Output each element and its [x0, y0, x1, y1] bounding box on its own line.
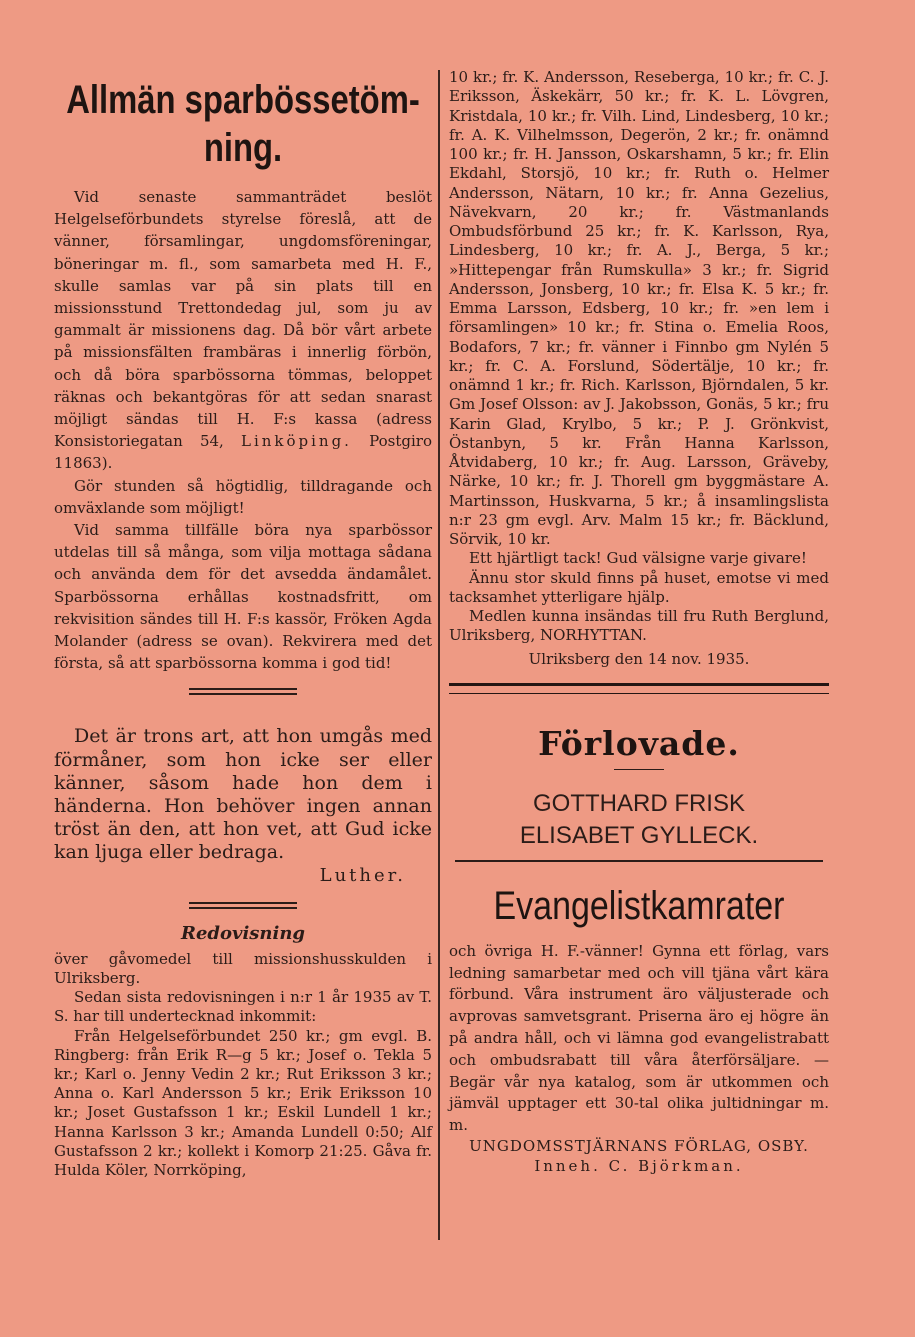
double-rule-divider [189, 902, 297, 909]
advertisement-text: och övriga H. F.-vänner! Gynna ett förlag, vars ledning samarbetar med och vill tjäna vårt kära förbund. Våra instrument äro väljusterade och avprovas samvetsgrant. Priserna äro ej högre än på andra håll, och vi lämna god evangelistrabatt och ombudsrabatt till våra återförsäljare. — Begär vår nya katalog, som är utkommen och jämväl upptager ett 30-tal olika jultidningar m. m. [449, 941, 829, 1135]
left-column [54, 70, 432, 1180]
column-divider [438, 70, 440, 1240]
luther-quote: Det är trons art, att hon umgås med förmåner, som hon icke ser eller känner, såsom hade hon dem i händerna. Hon behöver ingen annan tröst än den, att hon vet, att Gud icke kan ljuga eller bedraga. [54, 725, 432, 864]
dateline: Ulriksberg den 14 nov. 1935. [528, 649, 750, 668]
section-bar [449, 683, 829, 694]
paragraph-1-text: Vid senaste sammanträdet beslöt Helgelseförbundets styrelse föreslå, att de vänner, församlingar, ungdomsföreningar, böneringar m. fl., som samarbeta med H. F., skulle samlas var på sin plats till en missionsstund Trettondedag jul, som ju av gammalt är missionens dag. Då bör vårt arbete på missionsfälten frambäras i innerlig förbön, och då böra sparbössorna tömmas, beloppet räknas och bekantgöras för att sedan snarast möjligt sändas till H. F:s kassa (adress Konsistoriegatan 54, [54, 188, 432, 451]
redovisning-intro: Sedan sista redovisningen i n:r 1 år 1935 av T. S. har till undertecknad inkommit: [54, 988, 432, 1026]
city-linkoping: Linköping. [240, 432, 352, 451]
engagement-heading: Förlovade. [538, 723, 740, 763]
article-paragraph-1 [54, 186, 432, 475]
debt-text: Ännu stor skuld finns på huset, emotse vi med tacksamhet ytterligare hjälp. [449, 568, 829, 606]
publisher-owner: Inneh. C. Björkman. [534, 1156, 744, 1175]
thanks-text: Ett hjärtligt tack! Gud välsigne varje givare! [469, 549, 807, 568]
donation-list-continued: 10 kr.; fr. K. Andersson, Reseberga, 10 kr.; fr. C. J. Eriksson, Äskekärr, 50 kr.; fr. K. L. Lövgren, Kristdala, 10 kr.; fr. Vilh. Lind, Lindesberg, 10 kr.; fr. A. K. Vilhelmsson, Degerön, 2 kr.; fr. onämnd 100 kr.; fr. H. Jansson, Oskarshamn, 5 kr.; fr. Elin Ekdahl, Storsjö, 10 kr.; fr. Ruth o. Helmer Andersson, Nätarn, 10 kr.; fr. Anna Gezelius, Nävekvarn, 20 kr.; fr. Västmanlands Ombudsförbund 25 kr.; fr. K. Karlsson, Rya, Lindesberg, 10 kr.; fr. A. J., Berga, 5 kr.; »Hittepengar från Rumskulla» 3 kr.; fr. Sigrid Andersson, Jonsberg, 10 kr.; fr. Elsa K. 5 kr.; fr. Emma Larsson, Edsberg, 10 kr.; fr. »en lem i församlingen» 10 kr.; fr. Stina o. Emelia Roos, Bodafors, 7 kr.; fr. vänner i Finnbo gm Nylén 5 kr.; fr. C. A. Forslund, Södertälje, 10 kr.; fr. onämnd 1 kr.; fr. Rich. Karlsson, Björndalen, 5 kr. Gm Josef Olsson: av J. Jakobsson, Gonäs, 5 kr.; fru Karin Glad, Krylbo, 5 kr.; P. J. Grönkvist, Östanbyn, 5 kr. Från Hanna Karlsson, Åtvidaberg, 10 kr.; fr. Aug. Larsson, Gräveby, Närke, 10 kr.; fr. J. Thorell gm byggmästare A. Martinsson, Huskvarna, 5 kr.; å insamlingslista n:r 23 gm evgl. Arv. Malm 15 kr.; fr. Bäcklund, Sörvik, 10 kr. [449, 68, 829, 548]
redovisning-heading: Redovisning [180, 922, 306, 944]
article-title-sparbossetomning: Allmän sparbössetöm-ning. [66, 78, 420, 170]
mailing-address: Medlen kunna insändas till fru Ruth Berglund, Ulriksberg, NORHYTTAN. [449, 607, 829, 645]
article-paragraph-3: Vid samma tillfälle böra nya sparbössor utdelas till så många, som vilja mottaga sådana och använda dem för det avsedda ändamålet. Sparbössorna erhållas kostnadsfritt, om rekvisition sändes till H. F:s kassör, Fröken Agda Molander (adress se ovan). Rekvirera med det första, så att sparbössorna komma i god tid! [54, 521, 432, 673]
double-rule-divider [189, 688, 297, 695]
right-column [449, 68, 829, 1175]
engaged-name-1: GOTTHARD FRISK [532, 789, 745, 817]
advertisement-heading: Evangelistkamrater [493, 883, 785, 928]
postgiro-text: Postgiro 11863). [54, 432, 432, 473]
engaged-name-2: ELISABET GYLLECK. [519, 821, 759, 849]
publisher-name: UNGDOMSSTJÄRNANS FÖRLAG, OSBY. [469, 1136, 809, 1155]
article-paragraph-2: Gör stunden så högtidlig, tilldragande och omväxlande som möjligt! [54, 476, 432, 517]
quote-author: Luther. [319, 864, 406, 886]
short-dash [614, 769, 664, 770]
donation-list-start: Från Helgelseförbundet 250 kr.; gm evgl. B. Ringberg: från Erik R—g 5 kr.; Josef o. Tekla 5 kr.; Karl o. Jenny Vedin 2 kr.; Rut Eriksson 3 kr.; Anna o. Karl Andersson 5 kr.; Erik Eriksson 10 kr.; Joset Gustafsson 1 kr.; Eskil Lundell 1 kr.; Hanna Karlsson 3 kr.; Amanda Lundell 0:50; Alf Gustafsson 2 kr.; kollekt i Komorp 21:25. Gåva fr. Hulda Köler, Norrköping, [54, 1026, 432, 1179]
thin-rule [455, 860, 823, 862]
redovisning-subtitle: över gåvomedel till missionshusskulden i Ulriksberg. [54, 949, 432, 987]
